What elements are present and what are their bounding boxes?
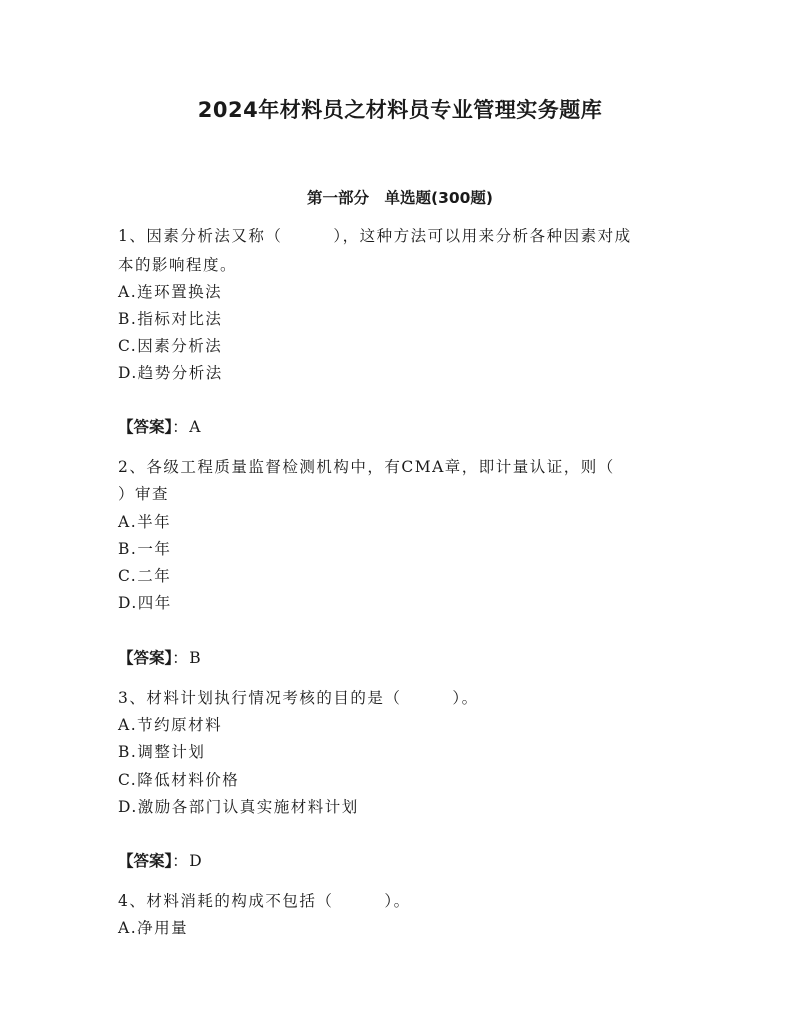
question-3-option-a: A.节约原材料 [118, 716, 223, 734]
question-2-option-b: B.一年 [118, 540, 172, 558]
answer-value: ：B [172, 649, 203, 667]
question-2-answer [118, 647, 202, 669]
question-1-option-a: A.连环置换法 [118, 283, 223, 301]
question-4-stem-line-1: 4、材料消耗的构成不包括（ ）。 [118, 892, 411, 910]
question-3-option-b: B.调整计划 [118, 743, 206, 761]
question-2-option-d: D.四年 [118, 594, 172, 612]
question-4-option-a: A.净用量 [118, 919, 189, 937]
section-title: 第一部分 单选题(300题) [306, 189, 494, 207]
question-1-option-b: B.指标对比法 [118, 310, 223, 328]
answer-label: 【答案】 [118, 852, 173, 870]
answer-value: ：D [172, 852, 204, 870]
question-2-option-a: A.半年 [118, 513, 172, 531]
question-1-stem-line-1: 1、因素分析法又称（ ），这种方法可以用来分析各种因素对成 [118, 227, 632, 245]
document-title: 2024年材料员之材料员专业管理实务题库 [197, 98, 603, 122]
question-1-option-d: D.趋势分析法 [118, 364, 223, 382]
question-3-option-c: C.降低材料价格 [118, 771, 240, 789]
question-1-option-c: C.因素分析法 [118, 337, 223, 355]
question-3-answer [118, 850, 203, 872]
question-2-option-c: C.二年 [118, 567, 172, 585]
answer-value: ：A [172, 418, 202, 436]
question-3-stem-line-1: 3、材料计划执行情况考核的目的是（ ）。 [118, 689, 479, 707]
question-2-stem-line-2: ）审查 [118, 485, 170, 503]
answer-label: 【答案】 [118, 418, 173, 436]
question-3-option-d: D.激励各部门认真实施材料计划 [118, 798, 359, 816]
question-1-stem-line-2: 本的影响程度。 [118, 256, 238, 274]
answer-label: 【答案】 [118, 649, 173, 667]
question-2-stem-line-1: 2、各级工程质量监督检测机构中，有CMA章，即计量认证，则（ [118, 458, 615, 476]
question-1-answer [118, 416, 202, 438]
